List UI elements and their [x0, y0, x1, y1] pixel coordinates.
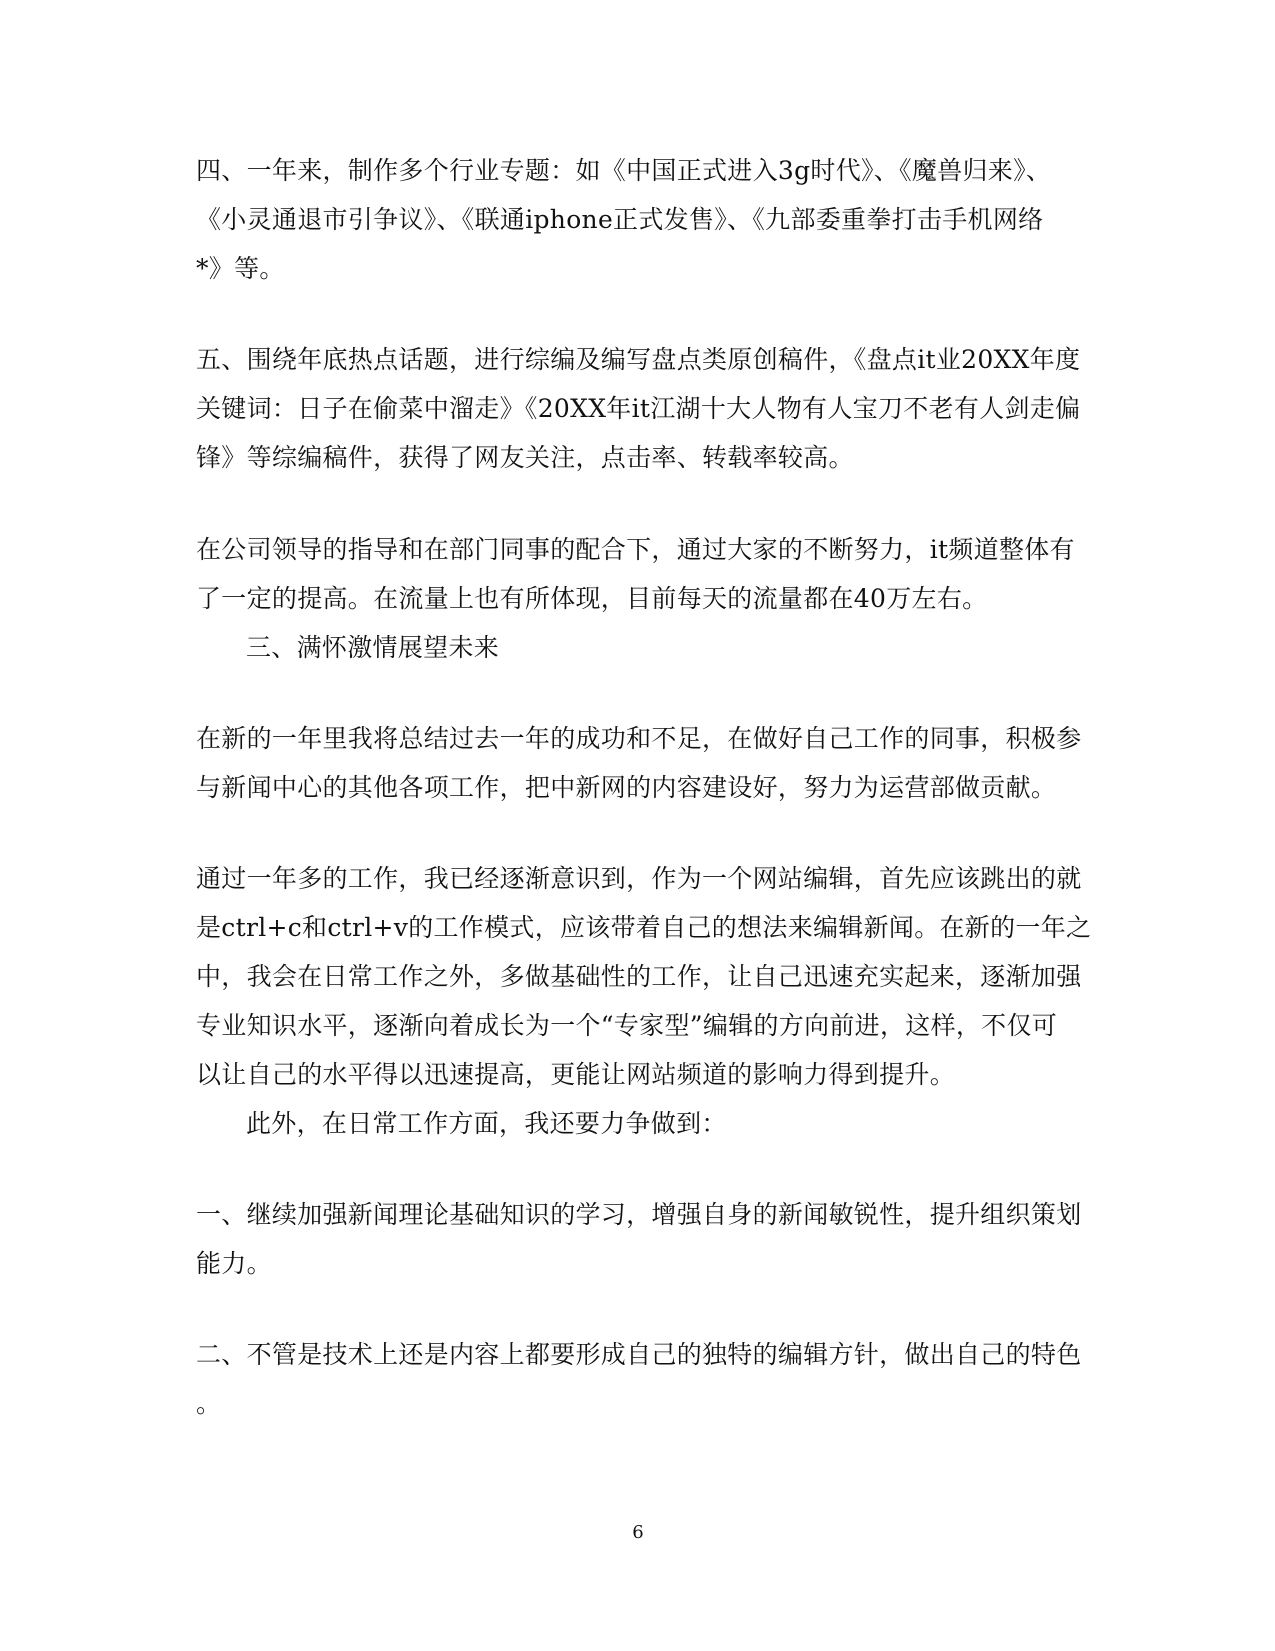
- text-line: 能力。: [196, 1249, 272, 1278]
- text-line: 二、不管是技术上还是内容上都要形成自己的独特的编辑方针，做出自己的特色: [196, 1340, 1082, 1369]
- text-line: 通过一年多的工作，我已经逐渐意识到，作为一个网站编辑，首先应该跳出的就: [196, 864, 1082, 893]
- text-line: *》等。: [196, 254, 285, 283]
- page-number: 6: [632, 1522, 644, 1543]
- text-line: 是ctrl+c和ctrl+v的工作模式，应该带着自己的想法来编辑新闻。在新的一年之: [196, 913, 1092, 942]
- text-line: 。: [196, 1389, 222, 1418]
- text-line: 以让自己的水平得以迅速提高，更能让网站频道的影响力得到提升。: [196, 1060, 956, 1089]
- text-line: 在新的一年里我将总结过去一年的成功和不足，在做好自己工作的同事，积极参: [196, 724, 1082, 753]
- text-line: 一、继续加强新闻理论基础知识的学习，增强自身的新闻敏锐性，提升组织策划: [196, 1200, 1082, 1229]
- text-line: 中，我会在日常工作之外，多做基础性的工作，让自己迅速充实起来，逐渐加强: [196, 962, 1082, 991]
- text-line: 锋》等综编稿件，获得了网友关注，点击率、转载率较高。: [196, 443, 854, 472]
- text-line: 此外，在日常工作方面，我还要力争做到：: [246, 1109, 727, 1138]
- section-heading: 三、满怀激情展望未来: [246, 633, 500, 662]
- text-line: 四、一年来，制作多个行业专题：如《中国正式进入3g时代》、《魔兽归来》、: [196, 156, 1052, 185]
- text-line: 五、围绕年底热点话题，进行综编及编写盘点类原创稿件，《盘点it业20XX年度: [196, 345, 1081, 374]
- text-line: 《小灵通退市引争议》、《联通iphone正式发售》、《九部委重拳打击手机网络: [196, 205, 1044, 234]
- text-line: 了一定的提高。在流量上也有所体现，目前每天的流量都在40万左右。: [196, 584, 988, 613]
- text-line: 与新闻中心的其他各项工作，把中新网的内容建设好，努力为运营部做贡献。: [196, 773, 1057, 802]
- text-line: 在公司领导的指导和在部门同事的配合下，通过大家的不断努力，it频道整体有: [196, 535, 1075, 564]
- text-line: 专业知识水平，逐渐向着成长为一个“专家型”编辑的方向前进，这样，不仅可: [196, 1011, 1058, 1040]
- text-line: 关键词：日子在偷菜中溜走》《20XX年it江湖十大人物有人宝刀不老有人剑走偏: [196, 394, 1081, 423]
